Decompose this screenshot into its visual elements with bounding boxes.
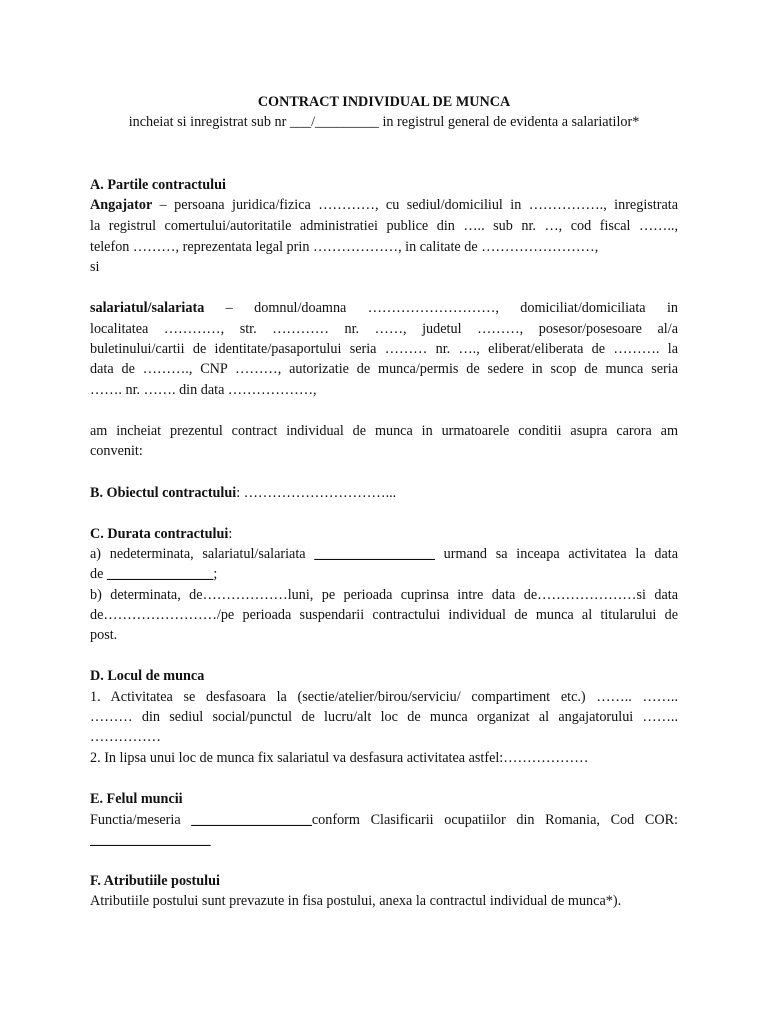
employer-line-3: telefon ………, reprezentata legal prin ………………, in calitate de ……………………,	[90, 239, 599, 255]
duration-a-line-2	[90, 564, 678, 584]
employer-text-1: – persoana juridica/fizica …………, cu sediul/domiciliul in ……………., inregistrata	[152, 197, 678, 213]
section-e-heading: E. Felul muncii	[90, 791, 183, 807]
employer-line-2: la registrul comertului/autoritatile administratiei publice din ….. sub nr. …, cod fiscal ……..,	[90, 218, 678, 234]
job-cor-text: conform Clasificarii ocupatiilor din Romania, Cod COR:	[311, 812, 678, 828]
duration-b-line-2: de……………………/pe perioada suspendarii contractului individual de munca al titularului de	[90, 607, 678, 623]
employee-line-4: data de ………., CNP ………, autorizatie de munca/permis de sedere in scop de munca seria	[90, 361, 678, 377]
duration-a-end: urmand sa inceapa activitatea la data	[434, 546, 678, 562]
section-f-heading: F. Atributiile postului	[90, 873, 220, 889]
employee-text-1: – domnul/doamna ………………………, domiciliat/domiciliata in	[204, 300, 678, 316]
workplace-line-1: 1. Activitatea se desfasoara la (sectie/atelier/birou/serviciu/ compartiment etc.) …….. ……..	[90, 689, 678, 705]
duration-b-line-3: post.	[90, 627, 118, 643]
duties-line: Atributiile postului sunt prevazute in fisa postului, anexa la contractul individual de munca*).	[90, 893, 622, 909]
employee-line-3: buletinului/cartii de identitate/pasaportului seria ……… nr. …., eliberat/eliberata de ………. la	[90, 341, 678, 357]
duration-a-text: a) nedeterminata, salariatul/salariata	[90, 546, 315, 562]
page-title: CONTRACT INDIVIDUAL DE MUNCA	[257, 94, 511, 110]
agreement-line-1: am incheiat prezentul contract individual de munca in urmatoarele conditii asupra carora am	[90, 423, 678, 439]
workplace-line-3: ……………	[90, 729, 161, 745]
agreement-line-2: convenit:	[90, 443, 143, 459]
workplace-line-4: 2. In lipsa unui loc de munca fix salariatul va desfasura activitatea astfel:………………	[90, 750, 589, 766]
employer-label: Angajator	[90, 197, 153, 213]
section-b-heading: B. Obiectul contractului	[90, 485, 237, 501]
job-text: Functia/meseria	[90, 812, 192, 828]
duration-a2-text: de	[90, 566, 107, 582]
section-b-line	[90, 483, 678, 503]
employee-line-1	[90, 298, 678, 318]
section-c-line	[90, 524, 678, 544]
section-a-heading: A. Partile contractului	[90, 177, 226, 193]
duration-a-line-1	[90, 544, 678, 564]
cor-code-blank: _________________	[90, 832, 211, 848]
employee-line-5: ……. nr. ……. din data ………………,	[90, 382, 317, 398]
employee-name-blank: _________________	[314, 546, 435, 562]
page-subtitle: incheiat si inregistrat sub nr ___/_________ in registrul general de evidenta a salariatilor*	[128, 114, 640, 130]
job-line-1	[90, 810, 678, 830]
duration-a2-end: ;	[213, 566, 218, 582]
start-date-blank: _______________	[106, 566, 214, 582]
employer-line-1	[90, 195, 678, 215]
section-c-colon: :	[228, 526, 233, 542]
section-d-heading: D. Locul de munca	[90, 668, 205, 684]
workplace-line-2: ……… din sediul social/punctul de lucru/alt loc de munca organizat al angajatorului ……..	[90, 709, 678, 725]
job-title-blank: _________________	[191, 812, 312, 828]
and-word: si	[90, 259, 100, 275]
job-line-2	[90, 830, 678, 850]
section-b-text: : …………………………...	[236, 485, 397, 501]
employee-label: salariatul/salariata	[90, 300, 205, 316]
employee-line-2: localitatea …………, str. ………… nr. ……, judetul ………, posesor/posesoare al/a	[90, 321, 678, 337]
section-c-heading: C. Durata contractului	[90, 526, 229, 542]
duration-b-line-1: b) determinata, de………………luni, pe perioada cuprinsa intre data de…………………si data	[90, 587, 678, 603]
